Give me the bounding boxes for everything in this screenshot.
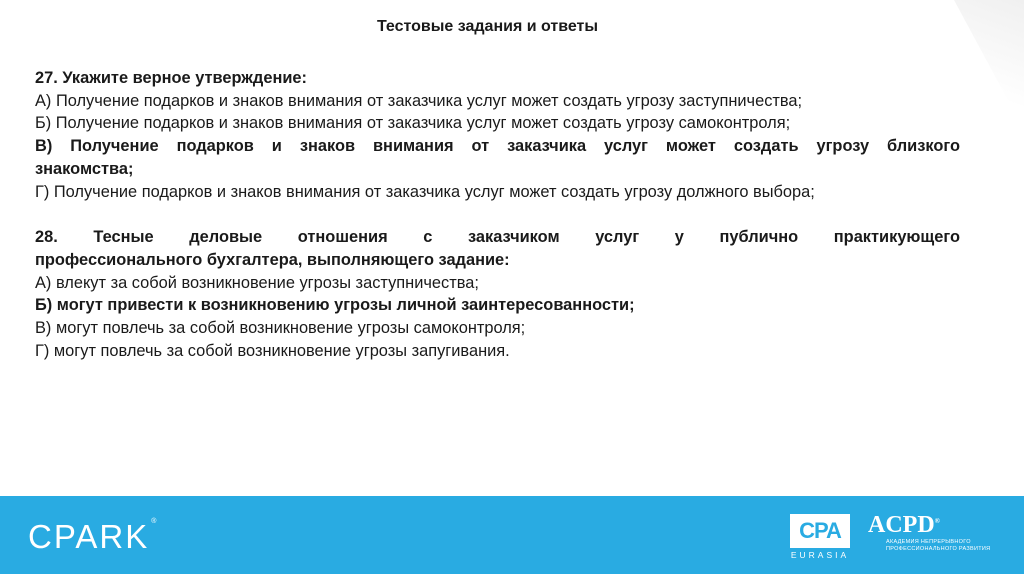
q27-option-c-cont: знакомства; (35, 159, 134, 178)
q28-option-b: Б) могут привести к возникновению угрозы личной заинтересованности; (35, 296, 635, 315)
q27-question: 27. Укажите верное утверждение: (35, 69, 307, 87)
q28-option-a: А) влекут за собой возникновение угрозы заступничества; (35, 273, 479, 292)
q28-question: 28. Тесные деловые отношения с заказчиком услуг у публично практикующего (35, 228, 960, 247)
slide-content (35, 67, 960, 362)
q28-option-c: В) могут повлечь за собой возникновение угрозы самоконтроля; (35, 319, 526, 338)
cpa-logo-sub: EURASIA (790, 550, 850, 560)
cpark-logo (28, 518, 158, 556)
q27-option-d: Г) Получение подарков и знаков внимания от заказчика услуг может создать угрозу должного выбора; (35, 182, 815, 201)
acpd-tagline-2: ПРОФЕССИОНАЛЬНОГО РАЗВИТИЯ (886, 546, 991, 552)
acpd-tagline-1: АКАДЕМИЯ НЕПРЕРЫВНОГО (886, 539, 971, 545)
cpa-logo-text: CPA (790, 514, 850, 548)
cpark-reg-mark: ® (151, 518, 159, 525)
cpark-logo-text: CPARK (28, 518, 150, 555)
cpa-eurasia-logo (790, 514, 850, 566)
q28-option-d: Г) могут повлечь за собой возникновение угрозы запугивания. (35, 341, 510, 360)
acpd-reg-mark: ® (934, 517, 940, 525)
acpd-logo (868, 512, 998, 553)
q28-question-cont: профессионального бухгалтера, выполняющего задание: (35, 250, 510, 269)
slide-title: Тестовые задания и ответы (376, 18, 599, 35)
footer-bar (0, 496, 1024, 574)
q27-option-c: В) Получение подарков и знаков внимания от заказчика услуг может создать угрозу близкого (35, 137, 960, 156)
q27-option-a: А) Получение подарков и знаков внимания от заказчика услуг может создать угрозу заступничества; (35, 91, 803, 110)
acpd-logo-text: ACPD (868, 512, 935, 538)
q27-option-b: Б) Получение подарков и знаков внимания от заказчика услуг может создать угрозу самоконтроля; (35, 114, 791, 133)
